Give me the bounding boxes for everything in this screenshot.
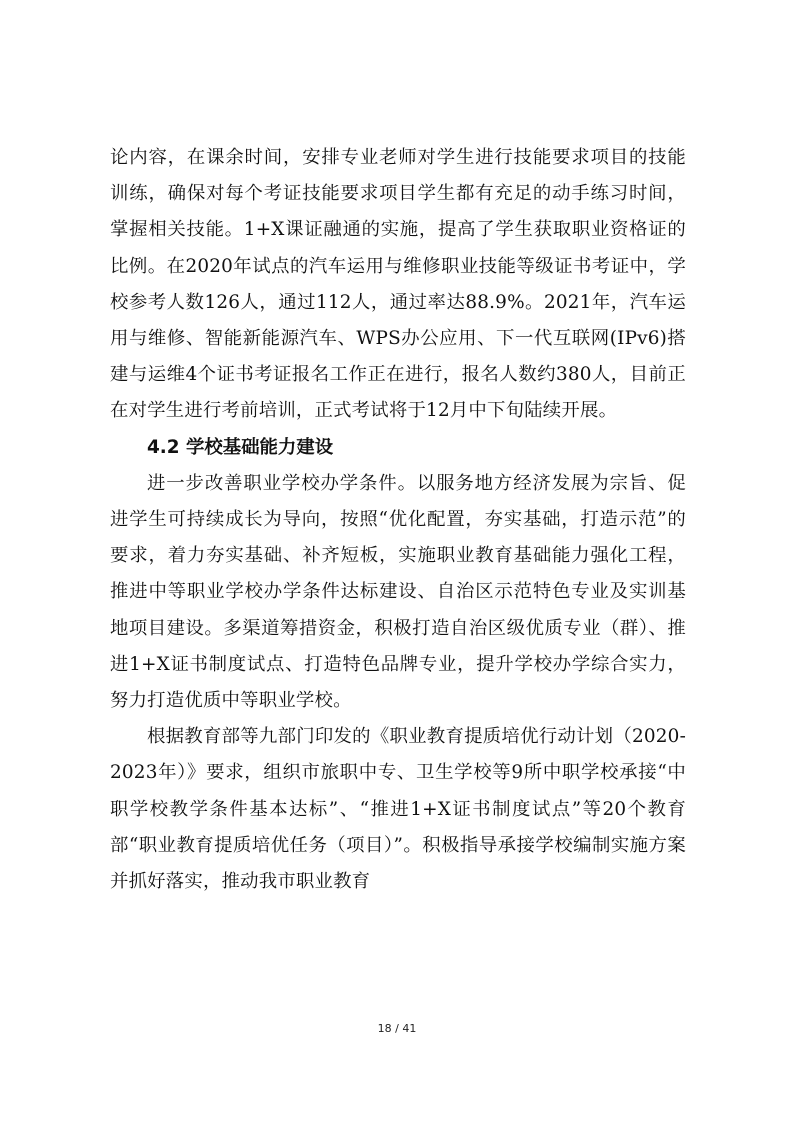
section-heading: 4.2 学校基础能力建设 [147, 436, 334, 458]
paragraph-cert-results: 论内容，在课余时间，安排专业老师对学生进行技能要求项目的技能训练，确保对每个考证技能要求项目学生都有充足的动手练习时间，掌握相关技能。1+X课证融通的实施，提高了学生获取职业资格证的比例。在2020年试点的汽车运用与维修职业技能等级证书考证中，学校参考人数126人，通过112人，通过率达88.9%。2021年，汽车运用与维修、智能新能源汽车、WPS办公应用、下一代互联网(IPv6)搭建与运维4个证书考证报名工作正在进行，报名人数约380人，目前正在对学生进行考前培训，正式考试将于12月中下旬陆续开展。 [110, 147, 686, 422]
paragraph-school-conditions: 进一步改善职业学校办学条件。以服务地方经济发展为宗旨、促进学生可持续成长为导向，按照“优化配置，夯实基础，打造示范”的要求，着力夯实基础、补齐短板，实施职业教育基础能力强化工程，推进中等职业学校办学条件达标建设、自治区示范特色专业及实训基地项目建设。多渠道筹措资金，积极打造自治区级优质专业（群）、推进1+X证书制度试点、打造特色品牌专业，提升学校办学综合实力，努力打造优质中等职业学校。 [110, 472, 686, 712]
document-body [110, 140, 686, 900]
paragraph-action-plan: 根据教育部等九部门印发的《职业教育提质培优行动计划（2020-2023年）》要求，组织市旅职中专、卫生学校等9所中职学校承接“中职学校教学条件基本达标”、“推进1+X证书制度试点”等20个教育部“职业教育提质培优任务（项目）”。积极指导承接学校编制实施方案并抓好落实，推动我市职业教育 [110, 726, 686, 893]
page-number: 18 / 41 [377, 1022, 417, 1035]
